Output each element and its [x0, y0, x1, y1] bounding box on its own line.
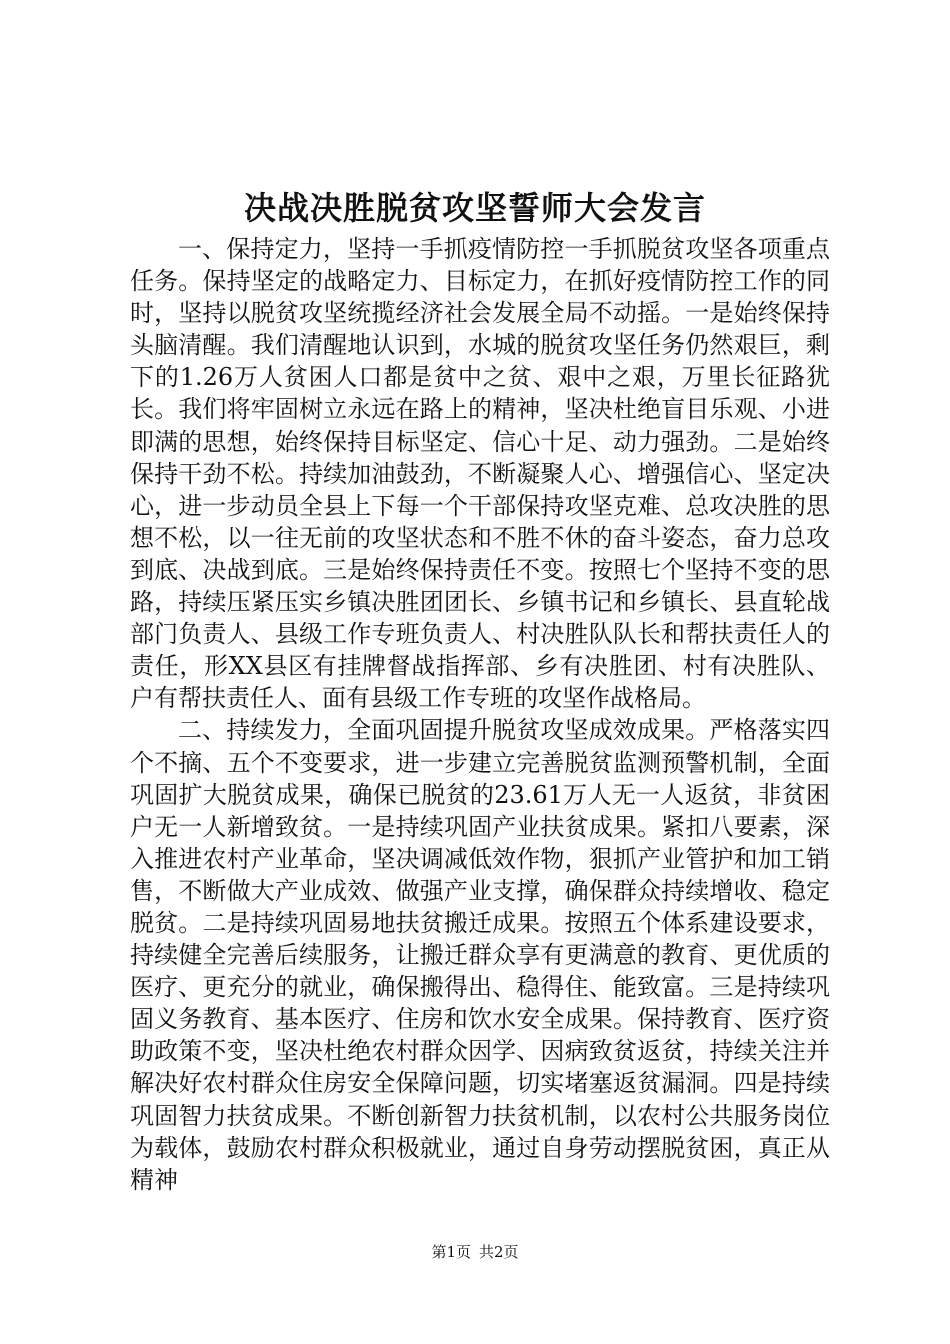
document-title: 决战决胜脱贫攻坚誓师大会发言 [243, 189, 706, 227]
document-body [130, 233, 830, 1196]
paragraph-1: 一、保持定力，坚持一手抓疫情防控一手抓脱贫攻坚各项重点任务。保持坚定的战略定力、目标定力，在抓好疫情防控工作的同时，坚持以脱贫攻坚统揽经济社会发展全局不动摇。一是始终保持头脑清醒。我们清醒地认识到，水城的脱贫攻坚任务仍然艰巨，剩下的1.26万人贫困人口都是贫中之贫、艰中之艰，万里长征路犹长。我们将牢固树立永远在路上的精神，坚决杜绝盲目乐观、小进即满的思想，始终保持目标坚定、信心十足、动力强劲。二是始终保持干劲不松。持续加油鼓劲，不断凝聚人心、增强信心、坚定决心，进一步动员全县上下每一个干部保持攻坚克难、总攻决胜的思想不松，以一往无前的攻坚状态和不胜不休的奋斗姿态，奋力总攻到底、决战到底。三是始终保持责任不变。按照七个坚持不变的思路，持续压紧压实乡镇决胜团团长、乡镇书记和乡镇长、县直轮战部门负责人、县级工作专班负责人、村决胜队队长和帮扶责任人的责任，形XX县区有挂牌督战指挥部、乡有决胜团、村有决胜队、户有帮扶责任人、面有县级工作专班的攻坚作战格局。 [130, 235, 830, 713]
page-total: 共2页 [479, 1243, 519, 1261]
paragraph-2: 二、持续发力，全面巩固提升脱贫攻坚成效成果。严格落实四个不摘、五个不变要求，进一步建立完善脱贫监测预警机制，全面巩固扩大脱贫成果，确保已脱贫的23.61万人无一人返贫，非贫困户无一人新增致贫。一是持续巩固产业扶贫成果。紧扣八要素，深入推进农村产业革命，坚决调减低效作物，狠抓产业管护和加工销售，不断做大产业成效、做强产业支撑，确保群众持续增收、稳定脱贫。二是持续巩固易地扶贫搬迁成果。按照五个体系建设要求，持续健全完善后续服务，让搬迁群众享有更满意的教育、更优质的医疗、更充分的就业，确保搬得出、稳得住、能致富。三是持续巩固义务教育、基本医疗、住房和饮水安全成果。保持教育、医疗资助政策不变，坚决杜绝农村群众因学、因病致贫返贫，持续关注并解决好农村群众住房安全保障问题，切实堵塞返贫漏洞。四是持续巩固智力扶贫成果。不断创新智力扶贫机制，以农村公共服务岗位为载体，鼓励农村群众积极就业，通过自身劳动摆脱贫困，真正从精神 [130, 716, 830, 1194]
page-number: 第1页 [431, 1243, 471, 1261]
page-footer [0, 1242, 950, 1262]
